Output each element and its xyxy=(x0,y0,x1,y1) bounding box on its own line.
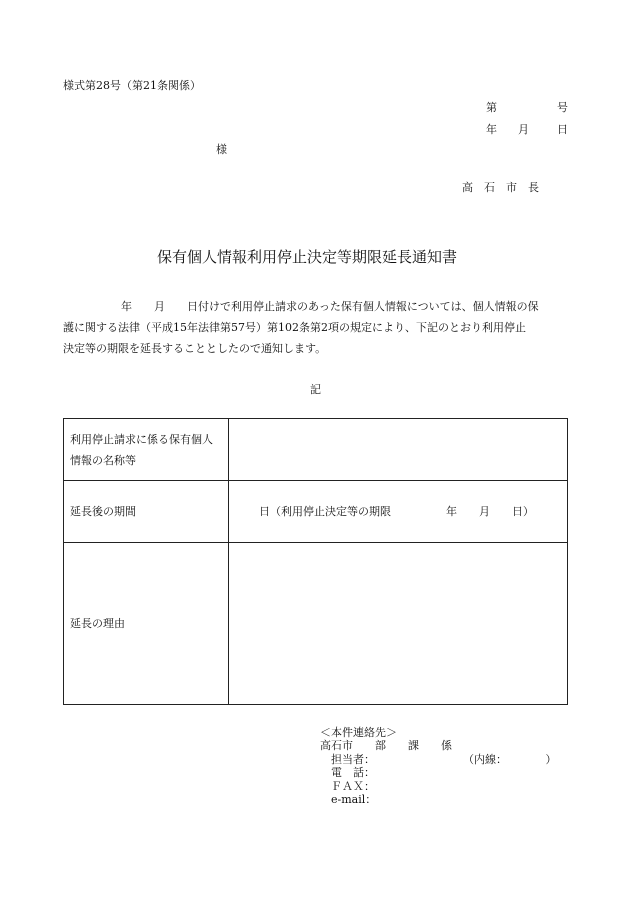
body-line-2: 護に関する法律（平成15年法律第57号）第102条第2項の規定により、下記のとおり利用停止 xyxy=(63,321,526,334)
extended-period-label: 延長後の期間 xyxy=(64,481,229,543)
info-name-value xyxy=(229,419,568,481)
contact-fax: ＦＡＸ： xyxy=(320,779,375,793)
contact-heading: ＜本件連絡先＞ xyxy=(320,726,397,739)
contact-block xyxy=(320,726,557,806)
body-line-1: 年 月 日付けで利用停止請求のあった保有個人情報については、個人情報の保 xyxy=(121,300,539,313)
info-name-label-line-2: 情報の名称等 xyxy=(70,453,136,467)
table-row xyxy=(64,543,568,705)
details-table xyxy=(63,418,568,705)
contact-phone: 電 話： xyxy=(320,766,375,780)
document-title: 保有個人情報利用停止決定等期限延長通知書 xyxy=(157,248,458,266)
document-number-suffix: 号 xyxy=(557,101,568,114)
contact-email: e-mail： xyxy=(320,793,377,807)
extended-period-text: 日（利用停止決定等の期限 年 月 日） xyxy=(259,505,534,518)
extension-reason-label: 延長の理由 xyxy=(64,543,229,705)
ki-heading: 記 xyxy=(310,383,321,396)
form-number: 様式第28号（第21条関係） xyxy=(63,79,201,92)
date-month: 月 xyxy=(518,123,529,136)
date-day: 日 xyxy=(557,123,568,136)
table-row xyxy=(64,419,568,481)
body-line-3: 決定等の期限を延長することとしたので通知します。 xyxy=(63,342,327,355)
date-year: 年 xyxy=(486,123,497,136)
body-paragraph xyxy=(63,296,569,359)
document-number-prefix: 第 xyxy=(486,101,497,114)
info-name-label xyxy=(64,419,229,481)
contact-person: 担当者： （内線： ） xyxy=(320,752,557,766)
sender-name: 高 石 市 長 xyxy=(462,181,539,194)
recipient-suffix: 様 xyxy=(216,143,227,156)
contact-department: 高石市 部 課 係 xyxy=(320,739,452,753)
table-row xyxy=(64,481,568,543)
info-name-label-line-1: 利用停止請求に係る保有個人 xyxy=(70,432,213,446)
extension-reason-value xyxy=(229,543,568,705)
extended-period-value xyxy=(229,481,568,543)
